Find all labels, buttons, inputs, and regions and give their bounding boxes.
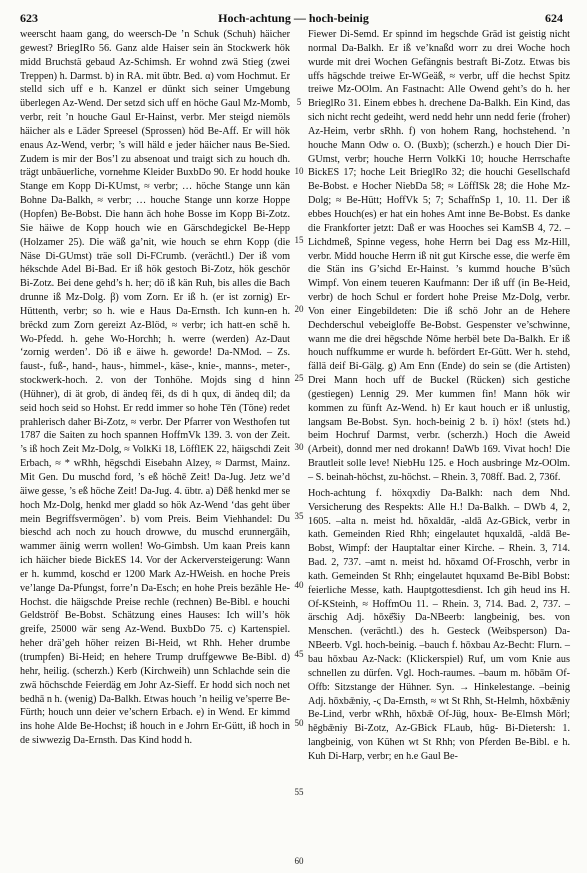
- line-number: 30: [294, 442, 304, 452]
- line-number: 5: [296, 97, 302, 107]
- page-number-left: 623: [20, 11, 38, 25]
- running-title: Hoch-achtung — hoch-beinig: [218, 11, 369, 25]
- line-number: 45: [294, 649, 304, 659]
- left-column: [20, 28, 290, 748]
- paragraph: weerscht haam gang, do weersch-De ’n Schuk (Schuh) häicher gewest? BriegIRo 56. Ganz alde Haiser sein än Stockwerk hök midd Bruchstä gebaud Az-Schimsh. Er wohnd zwä Stieg (zwei Treppen) h. Darmst. b) in RA. mit übtr. Bed. α) vom Hochmut. Er stelld sich uff e h. Kanzel er dünkt sich seiner Umgebung überlegen Az-Wend. Der setzd sich uff en höche Gaul Mz-Momb, verbr, reit ’n houche Gaul Er-Hainst, verbr. Mer steigd niemöls häicher als e Läder Spreesel (Sprossen) höd Be-Aff. Er will hök enaus Az-Wend, verbr; ’s will häld e jeder häicher naus Be-Sied. Zudem is mir der Bos’l zu absenoat und traigt sich zu houch dh. trägt unbäuerliche, vornehme Kleider BuxbDo 90. Er hodd houke Stange em Kopp Di-KUmst, ≈ verbr; … höche Stange unn kän Bohne Da-Balkh, ≈ verbr; … houche Stange unn korze Hoppe (Hopfen) Be-Bobst. Die hann äch hohe Bosse im Kopp Bi-Zotz. Sie häiwe de Kopp houch wie en Gärschdegickel Be-Hepp (Holzamer 25). Die wäß ga’nit, wie houch se ehrn Kopp (die Näse Di-GUmst) träe soll Di-FCrumb. (verächtl.) Der iß vom hékschde Adel Bi-Bad. Er iß hök gestoch Bi-Zotz, hök geschör Bi-Zotz. Bei dene gehd’s h. her; dö iß kän Ruh, bis alles die Bach drunne iß Mz-Dolg. β) vom Zorn. Er iß h. (er ist zornig) Er-Hüttenth, verbr; so h. wie e Haus Da-Ernsth. Ich kunn-en h. brëckd zum Zorn gereizt Az-Blöd, ≈ verbr; ich hatt-en schē h. Wo-Pfedd. h. gehe Wo-Horchh; h. werre (werden) Az-Daut ‘zornig werden’. Dö iß e äiwe h. geworde! Da-NMod. – Zs. faust-, fuß-, hand-, haus-, himmel-, käse-, knie-, manns-, meter-, stockwerk-hoch. 2. von der Tonhöhe. Mojds sing d hinn (Hühner), di ät grob, di ändeq fēi, ds di h qux, di ändeq dil; da seid hoch seid so Hohst. Er redd immer so hohe Tēn (Töne) redet prahlerisch daher Bi-Zotz, ≈ verbr. Der Pfarrer von Westhofen tut 1787 die Saiten zu hoch spannen HoffmVk 139. 3. von der Zeit. ’s iß hoch Zeit Mz-Dolg, ≈ VolkKi 18, LöfflEK 22, häigschdi Zeit Erbach, ≈ * wRhh, hëgschdi Eisebahn Alzey, ≈ Darmst, Mainz. Mit Gen. Du muschd ford, ’s eß höchē Zeit! Da-Jug. Jetz we’d äiwe gesse, ’s eß höche Zeit! Da-Jug. 4. übtr. a) Dēß henkd mer se hoch Mz-Dolg, henkd mer gladd so hök Az-Wend ‘das geht über mein Begriffsvermögen’. b) vom Preis. Beim Viehhandel: Du bieschd ach noch zu houch drowwe, du muschd erunnergāih, wammer äinig werrn wollen! Wo-Gimbsh. Um kaan Preis kann ich häicher biede BickES 14. Vor der Ackerversteigerung: Wann er h. kummd, koschd er 1200 Mark Az-HWeish. en hoche Preis ve’lange Da-Pfungst, forre’n Da-Esch; en hohe Preis bezāhle He-Hochst. die häigschde Preise rechle (rechnen) Be-Bibl. e houchi Geldströf Be-Bobst. Schätzung eines Hauses: Ich will’s hök greife, 25000 wär seng Az-Wend. BuxbDo 75. c) Kartenspiel. heher drä’geh höher reizen Bi-Heid, wt Rhh. Heher drumbe (trumpfen) Bi-Heid; en hehere Trump druffgewwe Be-Bibl. d) hehr, heilig. (scherzh.) Kerb (Kirchweih) unn Schlachde sein die zwä höchschde Feierdäg em Johr Az-Sieff. Er hodd sich noch net bedhā n h. (wenig) Da-Balkh. Etwas houch ’n heilig ve’sperre Be-Fürth; houch unn deier ve’schern Erbach. e) in Wend. Er kimmd ins hohe Alde Be-Hochst; iß houch in e Johrn Er-Gütt, iß hoch in de siwwezig Da-Ernsth. Das Kind hodd h.: [20, 29, 290, 747]
- line-number: 25: [294, 373, 304, 383]
- line-number: 15: [294, 235, 304, 245]
- right-column: [308, 28, 570, 764]
- line-number: 20: [294, 304, 304, 314]
- line-number: 35: [294, 511, 304, 521]
- paragraph: Fiewer Di-Semd. Er spinnd im hegschde Gräd ist geistig nicht normal Da-Balkh. Er iß ve’knaßd worr zu drei Woche hoch wurde mit drei Wochen Gefängnis bestraft Bi-Zotz. Etwas bis uffs hägschde treiwe Er-WGeäß, ≈ verbr, uff die hechst Spitz treiwe Mz-OOlm. An Fastnacht: Alle Owend geht’s do h. her BrieglRo 31. Einem ebbes h. drechene Da-Balkh. Ein Kind, das sich nicht recht gedeiht, werd nedd hehr unn nedd ferie (froher) Az-Heim, verbr sRhh. f) von hohem Rang, hochstehend. ’n houche Mann Odw o. O. (Buxb); (scherzh.) e houch Dier Di-GUmst, verbr; houche Herrn VolkKi 10; houche Herrschafte BickES 17; hoche Leit BrieglRo 32; die houchi Gesellschafd Be-Bobst. e Hocher NiebDa 58; ≈ LöffISk 28; die Hohe Mz-Dolg; ≈ Be-Hütt; HoffVk 5; 7; SchaffnSp 1, 10. 11. Der iß ebbes Houch(es) er hat ein hohes Amt inne Be-Bobst. Es danke die Frankforter jetzt: Daß er was Hooches sei KamSB 4, 72. – Lichdmeß, Spinne vegess, hohe Herrn bei Dag ess Mz-Hill, verbr. Midd houche Herrn iß nit gut Kirsche esse, die werfe ëm die Stän ins G’sichd Er-Hainst. ’s kummd houche B’süch Wimpf. Von einem teueren Kaufmann: Der iß uff (in Be-Heid, verbr) de hoch Schul er fordert hohe Preise Mz-Dolg, verbr. Von einer Eingebildeten: Die iß schö Johr an de Hehere Dechderschul vebeigloffe Be-Bobst. Gespenster ve’schwinne, wann me die drei hēgschde Nōme herbël bete Da-Balkh. Er iß houch nuffkumme er wurde h. befördert Er-Gütt. Wer h. stehd, fällä deif Bi-Gälg. g) Am Enn (Ende) do sein se (die Artisten) Drei Mann hoch uff de Buckel (Rücken) sich gestiche (gestiegen) Lennig 29. Mer kummen fin! Mann hök wir kommen zu fünft Az-Wend. h) Er kaut houch er iß unlustig, langsam Be-Bobst. Syn. hoch-beinig 2 b. i) höx! (stets hd.) beim Hochruf Darmst, verbr. (scherzh.) Hoch die Aweid (Arbeit), donnd mer ned drokann! DaWb 169. Vivat hoch! Die Brautleit solle leve! NiebHu 125. e Hoch ausbringe Mz-OOlm. – S. beinah-höchst, zu-höchst. – Rhein. 3, 708ff. Bad. 2, 736f.: [308, 29, 570, 483]
- page-number-right: 624: [545, 11, 563, 25]
- line-number: 40: [294, 580, 304, 590]
- line-number: 50: [294, 718, 304, 728]
- dictionary-entry-hoch-achtung: Hoch-achtung f. höxqxdiy Da-Balkh: nach dem Nhd. Versicherung des Respekts: Alle H.! Da-Balkh. – DWb 4, 2, 1605. –alta n. meist hd. hōxaldār, -aldā Az-GBick, verbr in kath. Gemeinden Ried Rhh; eingelautet hquxaldā, -aldā Be-Bobst, Wimpf: der Hauptaltar einer Kirche. – Rhein. 3, 714. Bad. 2, 737. –amt n. meist hd. hōxamd Of-Froschh, verbr in kath. Gemeinden St Rhh; eingelautet hquxamd Be-Bibl Bobst: feierliche Messe, kath. Hauptgottesdienst. Ich gih heud ins H. Of-KSteinh, ≈ HoffmOu 11. – Rhein. 3, 714. Bad. 2, 737. –ärschig Adj. hōxē̆šiy Da-NBeerb: langbeinig, bes. von Menschen. (verächtl.) des h. Gesteck (Weibsperson) Da-NBeerb. Vgl. hoch-beinig. –bauch f. hōxbau Az-Becht: Flurn. –bau hōxbau Az-Nack: (Klickerspiel) Ruf, um vom Knie aus schnellen zu dürfen. Vgl. Hoch-raumes. –baum m. hōbām Of-Offb: Sitzstange der Hühner. Syn. → Hinkelestange. –beinig Adj. hōxbǣniy, -ϛ Da-Ernsth, ≈ wt St Rhh, St-Helmh, hōxbǣniy Be-Lind, verbr wRhh, hōxbǣ Of-Jüg, houx- Be-Elmsh Mörl; hēgbǣniy Bi-Zotz, Az-GBick FLaub, hūg- Bi-Dietersh: 1. langbeinig, von Kühen wt St Rhh; von Pferden Be-Bibl. e h. Kuh Di-Harp, verbr; en h.e Gaul Be-: [308, 487, 570, 762]
- page-header: [0, 0, 587, 26]
- line-number: 10: [294, 166, 304, 176]
- line-number: 55: [294, 787, 304, 797]
- line-number: 60: [294, 856, 304, 866]
